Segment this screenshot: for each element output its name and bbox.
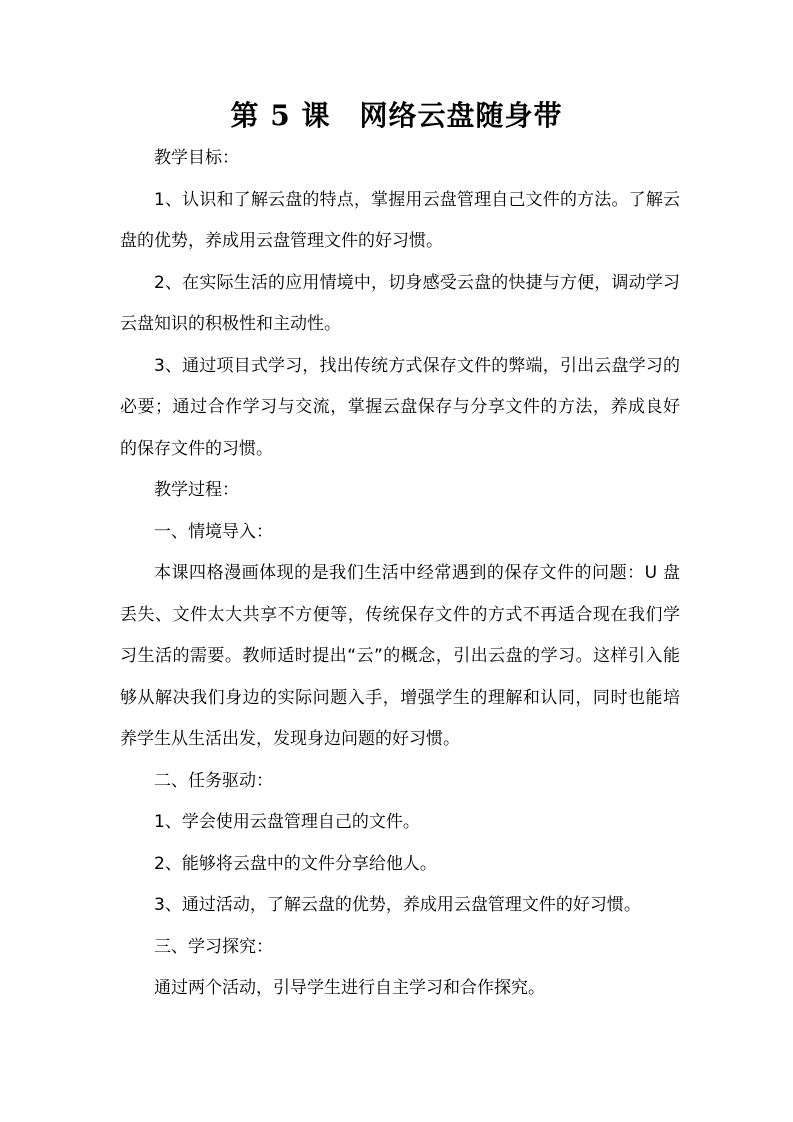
heading-task-driven: 二、任务驱动： [154, 770, 273, 791]
heading-learning-inquiry: 三、学习探究： [154, 936, 273, 957]
inquiry-paragraph: 通过两个活动，引导学生进行自主学习和合作探究。 [154, 978, 545, 998]
task-2-paragraph: 2、能够将云盘中的文件分享给他人。 [154, 853, 437, 874]
task-3-paragraph: 3、通过活动，了解云盘的优势，养成用云盘管理文件的好习惯。 [154, 895, 641, 915]
goal-1-paragraph: 1、认识和了解云盘的特点，掌握用云盘管理自己文件的方法。了解云盘的优势，养成用云盘管理文件的好习惯。 [120, 189, 680, 251]
intro-paragraph: 本课四格漫画体现的是我们生活中经常遇到的保存文件的问题：U 盘丢失、文件太大共享不方便等，传统保存文件的方式不再适合现在我们学习生活的需要。教师适时提出“云”的概念，引出云盘的学习。这样引入能够从解决我们身边的实际问题入手，增强学生的理解和认同，同时也能培养学生从生活出发，发现身边问题的好习惯。 [120, 563, 680, 749]
goal-3-paragraph: 3、通过项目式学习，找出传统方式保存文件的弊端，引出云盘学习的必要；通过合作学习与交流，掌握云盘保存与分享文件的方法，养成良好的保存文件的习惯。 [120, 355, 680, 459]
document-title: 第 5 课 网络云盘随身带 [230, 99, 563, 132]
task-1-paragraph: 1、学会使用云盘管理自己的文件。 [154, 812, 420, 832]
heading-teaching-process: 教学过程： [154, 480, 239, 500]
goal-2-paragraph: 2、在实际生活的应用情境中，切身感受云盘的快捷与方便，调动学习云盘知识的积极性和主动性。 [120, 272, 680, 334]
heading-situation-intro: 一、情境导入： [154, 521, 273, 542]
document-body [120, 138, 680, 1010]
heading-teaching-goals: 教学目标： [154, 148, 239, 168]
